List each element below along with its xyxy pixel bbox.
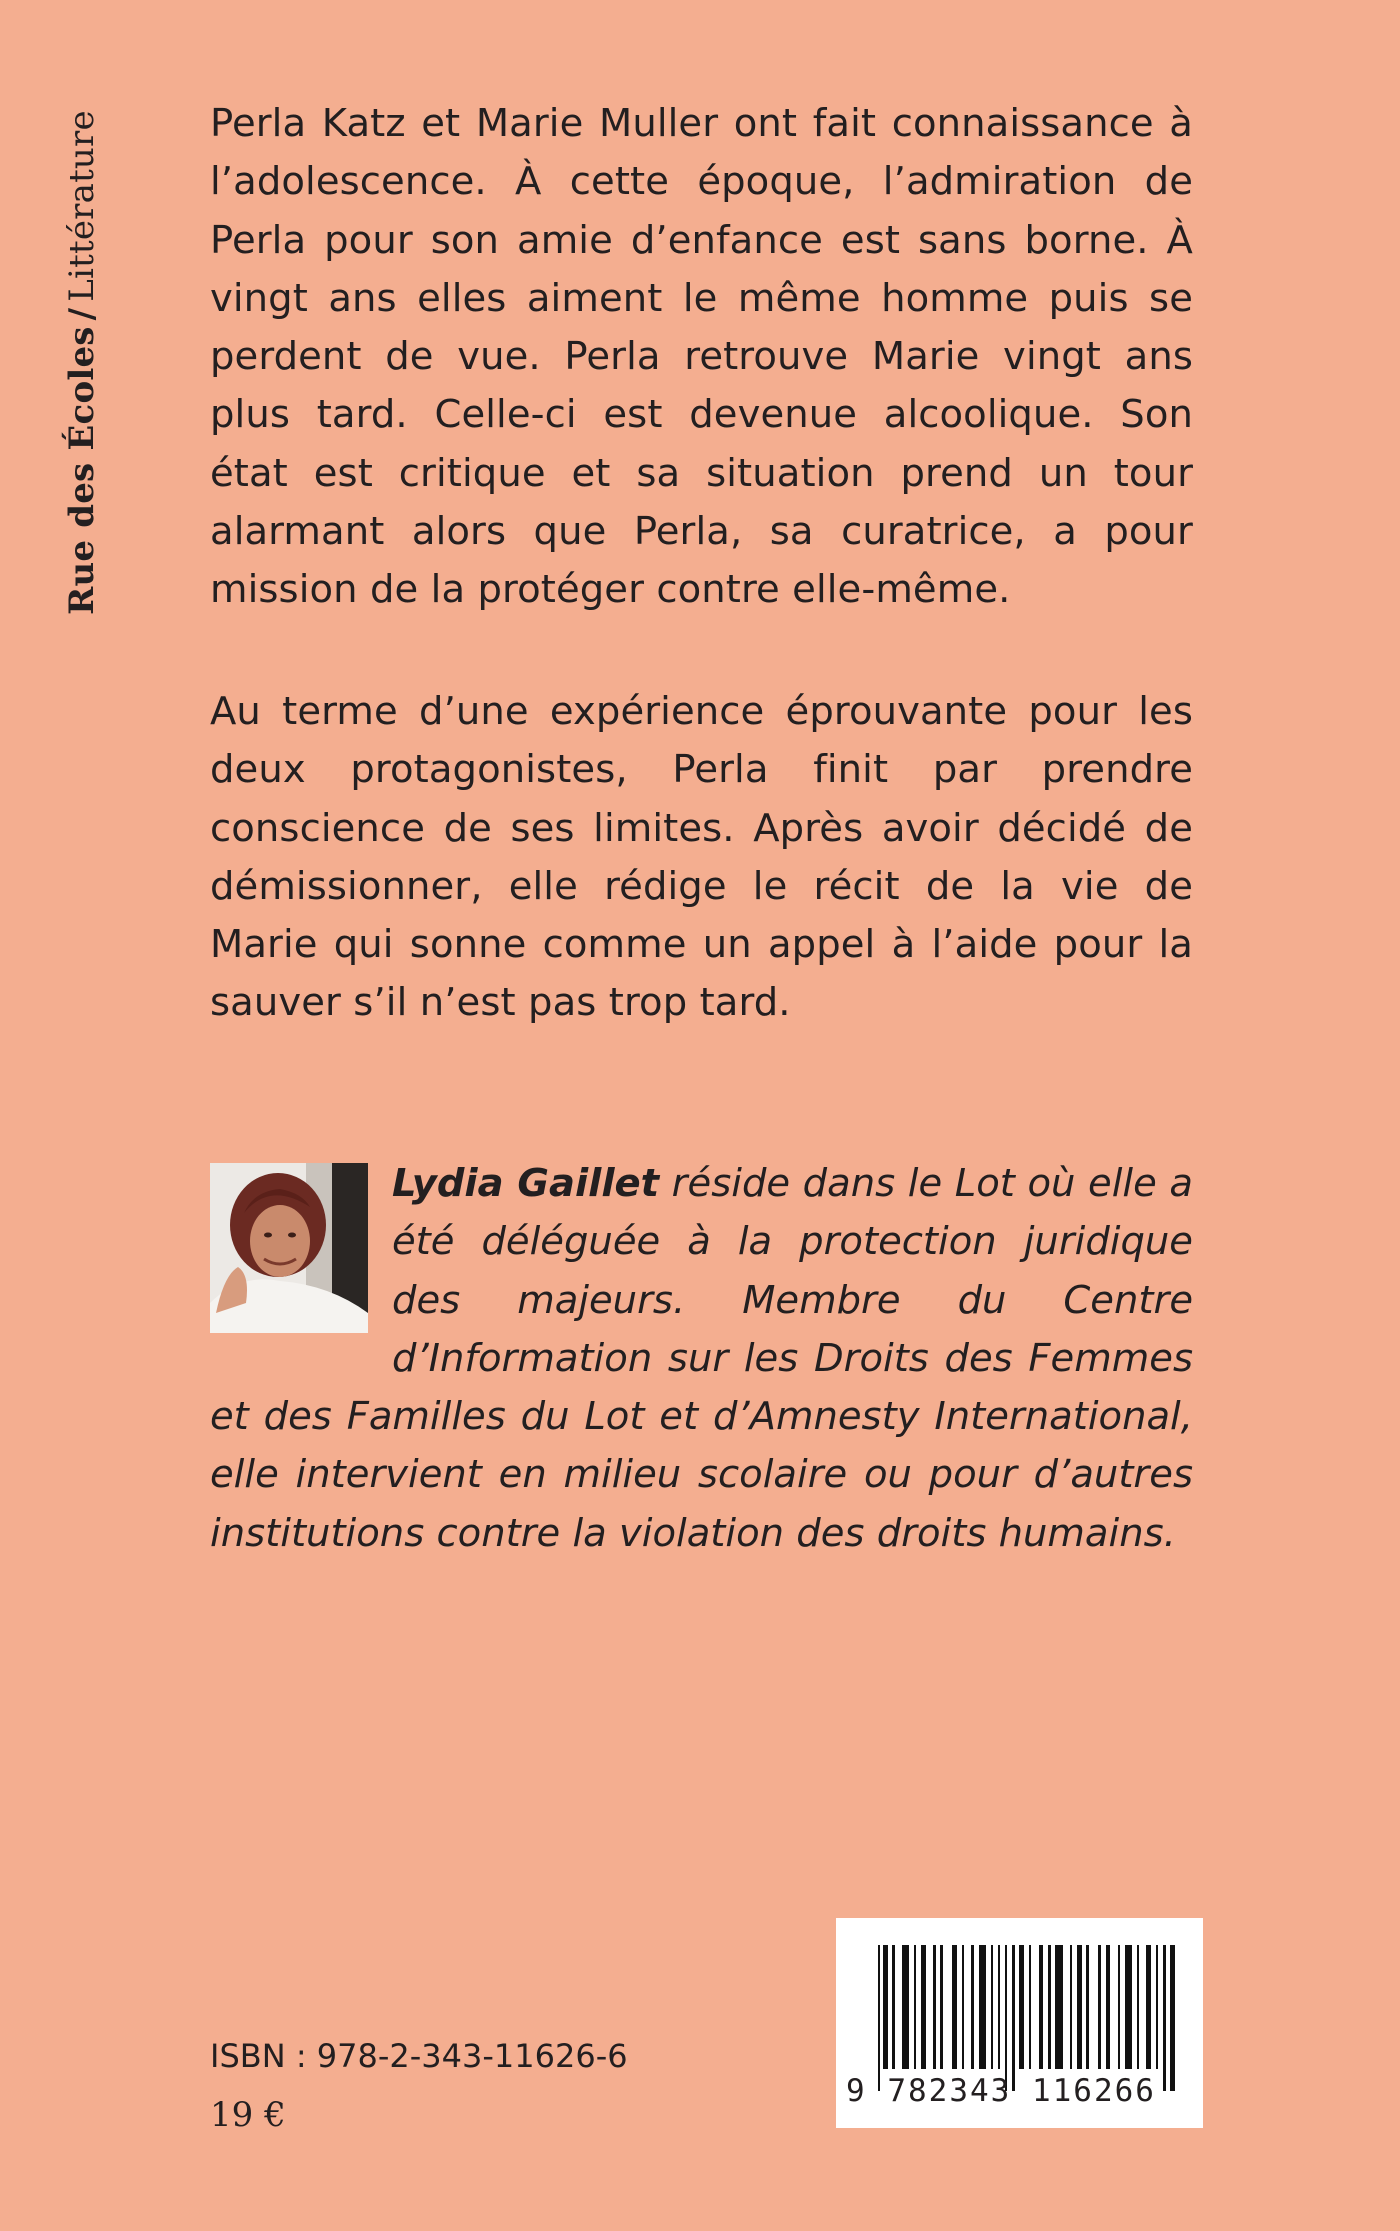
barcode-bar: [1163, 1945, 1165, 2091]
barcode-bar: [979, 1945, 986, 2069]
barcode-bar: [1029, 1945, 1031, 2069]
description-paragraph-2-block: [210, 683, 1193, 1033]
barcode-bar: [1055, 1945, 1062, 2069]
spine-title: [52, 95, 112, 615]
barcode-bar: [1118, 1945, 1120, 2069]
spine-separator: /: [62, 307, 102, 321]
barcode-bar: [971, 1945, 973, 2069]
barcode-bar: [991, 1945, 993, 2069]
barcode-bar: [1048, 1945, 1050, 2069]
description-paragraph-2: Au terme d’une expérience éprouvante pour les deux protagonistes, Perla finit par prendre conscience de ses limites. Après avoir décidé de démissionner, elle rédige le récit de la vie de Marie qui sonne comme un appel à l’aide pour la sauver s’il n’est pas trop tard.: [210, 689, 1193, 1026]
barcode-bar: [962, 1945, 964, 2069]
barcode-bar: [1077, 1945, 1082, 2069]
price-label: 19 €: [210, 2095, 286, 2135]
isbn-label: ISBN : 978-2-343-11626-6: [210, 2037, 628, 2075]
barcode-bar: [878, 1945, 880, 2091]
author-name: Lydia Gaillet: [392, 1161, 660, 1206]
barcode-bar: [1146, 1945, 1151, 2069]
barcode-bar: [1005, 1945, 1007, 2091]
author-bio: réside dans le Lot où elle a été déléguée à la protection juridique des majeurs. Membre du Centre d’Information sur les Droits des Femmes et des Familles du Lot et d’Amnesty International, elle intervient en milieu scolaire ou pour d’autres institutions contre la violation des droits humains.: [210, 1161, 1193, 1556]
barcode-digits: 9 782343 116266: [846, 2073, 1156, 2109]
barcode-bar: [998, 1945, 1000, 2069]
barcode-bar: [940, 1945, 942, 2069]
barcode-bar: [1086, 1945, 1088, 2069]
barcode-bar: [892, 1945, 894, 2069]
author-bio-block: [210, 1155, 1193, 1563]
barcode-bar: [1039, 1945, 1044, 2069]
author-portrait-icon: [210, 1163, 368, 1333]
barcode-bar: [1125, 1945, 1132, 2069]
barcode-bar: [921, 1945, 926, 2069]
barcode-bar: [952, 1945, 957, 2069]
barcode-bar: [883, 1945, 888, 2069]
barcode-bar: [914, 1945, 916, 2069]
genre-label: Littérature: [62, 110, 102, 302]
barcode-bar: [1070, 1945, 1072, 2069]
barcode-bar: [1019, 1945, 1024, 2069]
barcode-bar: [1106, 1945, 1111, 2069]
barcode-bar: [1012, 1945, 1014, 2091]
barcode-bar: [1156, 1945, 1158, 2069]
barcode-bar: [902, 1945, 909, 2069]
barcode-bar: [1170, 1945, 1175, 2091]
barcode-bars: [878, 1945, 1172, 2075]
barcode-bar: [933, 1945, 935, 2069]
collection-name: Rue des Écoles: [62, 326, 102, 615]
description-paragraph-1-block: [210, 95, 1193, 620]
description-paragraph-1: Perla Katz et Marie Muller ont fait connaissance à l’adolescence. À cette époque, l’admiration de Perla pour son amie d’enfance est sans borne. À vingt ans elles aiment le même homme puis se perdent de vue. Perla retrouve Marie vingt ans plus tard. Celle-ci est devenue alcoolique. Son état est critique et sa situation prend un tour alarmant alors que Perla, sa curatrice, a pour mission de la protéger contre elle-même.: [210, 101, 1193, 613]
barcode-bar: [1137, 1945, 1139, 2069]
barcode-bar: [1098, 1945, 1100, 2069]
author-photo: [210, 1163, 368, 1333]
barcode: [836, 1918, 1203, 2128]
